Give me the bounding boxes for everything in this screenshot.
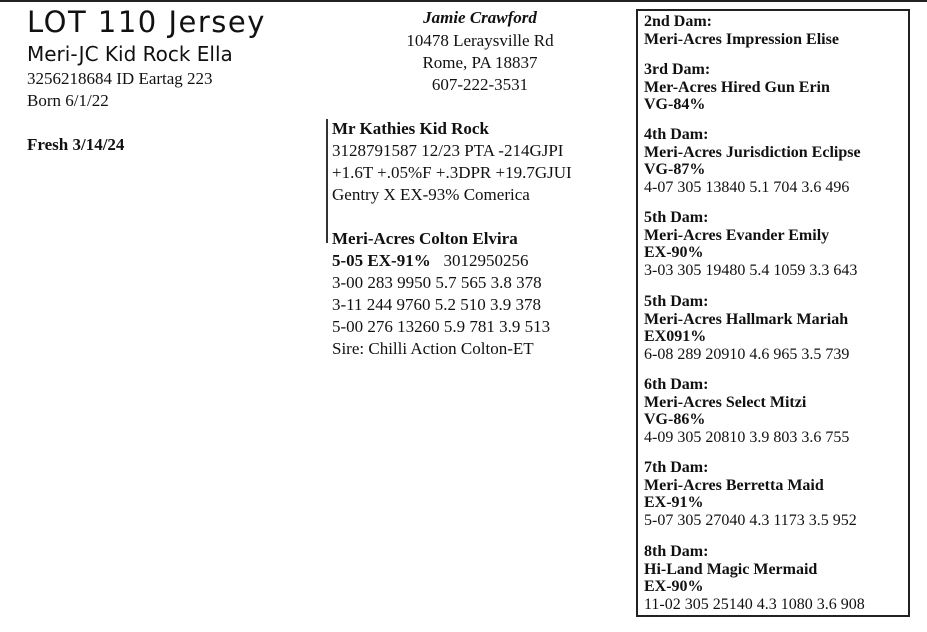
ancestor-entry bbox=[644, 543, 865, 613]
sire-line1: 3128791587 12/23 PTA -214GJPI bbox=[332, 141, 564, 160]
ancestor-label: 6th Dam: bbox=[644, 376, 709, 393]
ancestor-name: Meri-Acres Select Mitzi bbox=[644, 393, 807, 411]
ancestor-record: 11-02 305 25140 4.3 1080 3.6 908 bbox=[644, 595, 865, 613]
ancestor-entry bbox=[644, 61, 830, 114]
owner-phone: 607-222-3531 bbox=[431, 75, 529, 94]
ancestor-entry bbox=[644, 209, 857, 279]
ancestor-classification: VG-86% bbox=[644, 411, 706, 428]
animal-id-line: 3256218684 ID Eartag 223 bbox=[27, 69, 213, 88]
ancestor-classification: EX-91% bbox=[644, 494, 704, 511]
ancestor-dam-box bbox=[636, 9, 910, 617]
ancestor-name: Meri-Acres Evander Emily bbox=[644, 226, 830, 244]
ancestor-entry bbox=[644, 126, 861, 196]
dam-record: 5-00 276 13260 5.9 781 3.9 513 bbox=[332, 317, 551, 336]
ancestor-label: 5th Dam: bbox=[644, 209, 709, 226]
ancestor-classification: EX-90% bbox=[644, 244, 704, 261]
ancestor-label: 2nd Dam: bbox=[644, 13, 713, 30]
animal-fresh: Fresh 3/14/24 bbox=[27, 135, 125, 154]
dam-record: 3-00 283 9950 5.7 565 3.8 378 bbox=[332, 273, 542, 292]
ancestor-name: Meri-Acres Impression Elise bbox=[644, 30, 839, 48]
sire-name: Mr Kathies Kid Rock bbox=[332, 119, 489, 138]
ancestor-entry bbox=[644, 459, 857, 529]
ancestor-record: 6-08 289 20910 4.6 965 3.5 739 bbox=[644, 345, 850, 363]
animal-name: Meri-JC Kid Rock Ella bbox=[27, 42, 233, 66]
ancestor-record: 3-03 305 19480 5.4 1059 3.3 643 bbox=[644, 261, 858, 279]
ancestor-label: 3rd Dam: bbox=[644, 61, 711, 78]
ancestor-name: Meri-Acres Berretta Maid bbox=[644, 476, 824, 494]
owner-city: Rome, PA 18837 bbox=[422, 53, 538, 72]
owner-name: Jamie Crawford bbox=[423, 8, 537, 27]
dam-record: 3-11 244 9760 5.2 510 3.9 378 bbox=[332, 295, 542, 314]
dam-name: Meri-Acres Colton Elvira bbox=[332, 229, 518, 248]
dam-class-line bbox=[332, 250, 528, 272]
ancestor-label: 4th Dam: bbox=[644, 126, 709, 143]
ancestor-entry bbox=[644, 13, 839, 48]
dam-reg-number: 3012950256 bbox=[443, 251, 529, 270]
ancestor-entry bbox=[644, 293, 849, 363]
ancestor-record: 4-09 305 20810 3.9 803 3.6 755 bbox=[644, 428, 850, 446]
animal-born: Born 6/1/22 bbox=[27, 91, 109, 110]
ancestor-record: 5-07 305 27040 4.3 1173 3.5 952 bbox=[644, 511, 857, 529]
ancestor-name: Meri-Acres Jurisdiction Eclipse bbox=[644, 143, 861, 161]
dam-classification: 5-05 EX-91% bbox=[332, 251, 431, 270]
owner-street: 10478 Leraysville Rd bbox=[406, 31, 554, 50]
sire-line3: Gentry X EX-93% Comerica bbox=[332, 185, 530, 204]
ancestor-classification: VG-84% bbox=[644, 96, 706, 113]
ancestor-label: 5th Dam: bbox=[644, 293, 709, 310]
lot-title: LOT 110 Jersey bbox=[27, 5, 266, 39]
ancestor-classification: VG-87% bbox=[644, 161, 706, 178]
dam-sire-line: Sire: Chilli Action Colton-ET bbox=[332, 339, 534, 358]
pedigree-bracket bbox=[326, 119, 328, 243]
ancestor-name: Meri-Acres Hallmark Mariah bbox=[644, 310, 849, 328]
ancestor-label: 7th Dam: bbox=[644, 459, 709, 476]
ancestor-label: 8th Dam: bbox=[644, 543, 709, 560]
ancestor-name: Hi-Land Magic Mermaid bbox=[644, 560, 818, 578]
ancestor-classification: EX-90% bbox=[644, 578, 704, 595]
sire-line2: +1.6T +.05%F +.3DPR +19.7GJUI bbox=[332, 163, 572, 182]
ancestor-entry bbox=[644, 376, 849, 446]
top-border bbox=[0, 0, 927, 2]
ancestor-record: 4-07 305 13840 5.1 704 3.6 496 bbox=[644, 178, 850, 196]
ancestor-name: Mer-Acres Hired Gun Erin bbox=[644, 78, 830, 96]
ancestor-classification: EX091% bbox=[644, 328, 707, 345]
